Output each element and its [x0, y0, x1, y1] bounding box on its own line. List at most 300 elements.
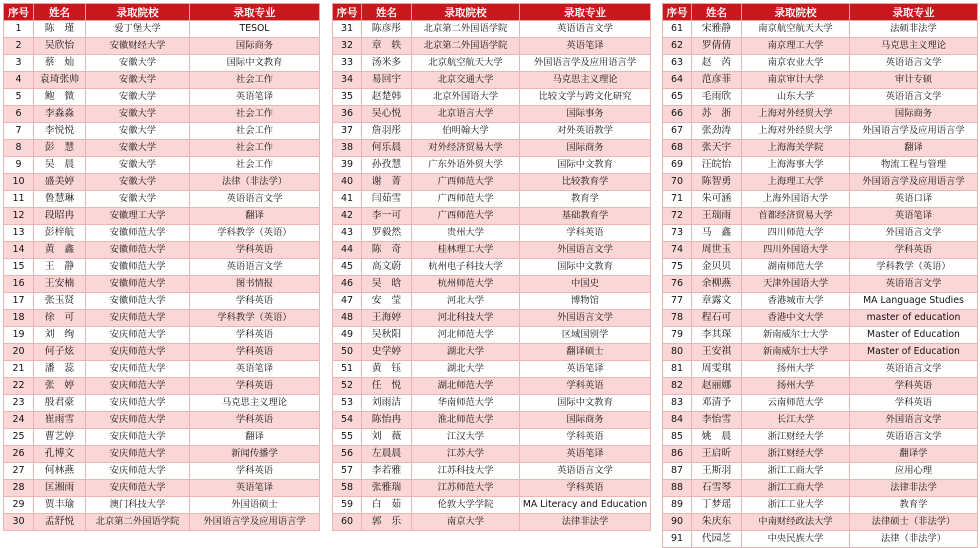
header-name: 姓名 — [692, 4, 742, 21]
cell-school: 北京外国语大学 — [412, 89, 520, 106]
cell-name: 苏 浙 — [692, 106, 742, 123]
cell-school: 安徽师范大学 — [86, 242, 190, 259]
table-row — [333, 140, 651, 157]
cell-major: 比较文学与跨文化研究 — [520, 89, 651, 106]
cell-index: 30 — [4, 514, 34, 531]
cell-name: 李若雅 — [362, 463, 412, 480]
cell-school: 香港中文大学 — [742, 310, 850, 327]
cell-index: 12 — [4, 208, 34, 225]
cell-name: 吴心悦 — [362, 106, 412, 123]
table-row — [663, 38, 978, 55]
cell-school: 安徽师范大学 — [86, 225, 190, 242]
cell-name: 王海婷 — [362, 310, 412, 327]
cell-name: 王安祺 — [692, 344, 742, 361]
table-row — [663, 106, 978, 123]
cell-school: 扬州大学 — [742, 378, 850, 395]
table-row — [333, 497, 651, 514]
cell-index: 60 — [333, 514, 362, 531]
cell-name: 安 莹 — [362, 293, 412, 310]
cell-index: 56 — [333, 446, 362, 463]
table-row — [663, 55, 978, 72]
cell-name: 鲁慧琳 — [34, 191, 86, 208]
cell-index: 31 — [333, 21, 362, 38]
table-row — [663, 174, 978, 191]
table-row — [333, 225, 651, 242]
cell-index: 54 — [333, 412, 362, 429]
table-row — [663, 429, 978, 446]
cell-school: 华南师范大学 — [412, 395, 520, 412]
cell-index: 69 — [663, 157, 692, 174]
table-row — [333, 293, 651, 310]
cell-school: 安庆师范大学 — [86, 344, 190, 361]
cell-school: 广西师范大学 — [412, 191, 520, 208]
cell-major: 学科英语 — [190, 463, 320, 480]
table-row — [4, 140, 320, 157]
cell-school: 河北大学 — [412, 293, 520, 310]
cell-index: 57 — [333, 463, 362, 480]
cell-name: 石雪琴 — [692, 480, 742, 497]
cell-name: 张 婷 — [34, 378, 86, 395]
table-row — [333, 310, 651, 327]
table-row — [333, 208, 651, 225]
table-row — [663, 361, 978, 378]
cell-index: 21 — [4, 361, 34, 378]
table-row — [4, 429, 320, 446]
table-row — [333, 123, 651, 140]
cell-school: 香港城市大学 — [742, 293, 850, 310]
table-row — [333, 480, 651, 497]
cell-major: 比较教育学 — [520, 174, 651, 191]
cell-major: 英语语言文学 — [520, 463, 651, 480]
table-row — [663, 225, 978, 242]
cell-major: 国际中文教育 — [190, 55, 320, 72]
cell-major: 外国语言文学 — [520, 242, 651, 259]
cell-school: 天津外国语大学 — [742, 276, 850, 293]
cell-name: 盛美婷 — [34, 174, 86, 191]
cell-index: 36 — [333, 106, 362, 123]
cell-major: 英语语言文学 — [850, 89, 978, 106]
cell-index: 7 — [4, 123, 34, 140]
header-school: 录取院校 — [742, 4, 850, 21]
table-row — [663, 514, 978, 531]
cell-school: 安庆师范大学 — [86, 327, 190, 344]
cell-name: 李淼淼 — [34, 106, 86, 123]
cell-name: 刘 绚 — [34, 327, 86, 344]
cell-index: 38 — [333, 140, 362, 157]
table-row — [333, 344, 651, 361]
table-row — [663, 293, 978, 310]
cell-school: 湖南师范大学 — [742, 259, 850, 276]
cell-school: 安徽大学 — [86, 106, 190, 123]
cell-name: 金贝贝 — [692, 259, 742, 276]
header-name: 姓名 — [362, 4, 412, 21]
cell-name: 彭 慧 — [34, 140, 86, 157]
cell-school: 江苏师范大学 — [412, 480, 520, 497]
cell-major: 学科英语 — [520, 429, 651, 446]
cell-name: 姚 晨 — [692, 429, 742, 446]
table-row — [333, 55, 651, 72]
cell-major: 基础教育学 — [520, 208, 651, 225]
cell-index: 32 — [333, 38, 362, 55]
cell-index: 90 — [663, 514, 692, 531]
cell-major: 英语语言文学 — [850, 55, 978, 72]
cell-school: 安庆师范大学 — [86, 463, 190, 480]
cell-school: 伯明翰大学 — [412, 123, 520, 140]
cell-major: 教育学 — [520, 191, 651, 208]
cell-major: 新闻传播学 — [190, 446, 320, 463]
cell-index: 41 — [333, 191, 362, 208]
cell-major: 图书情报 — [190, 276, 320, 293]
table-row — [663, 259, 978, 276]
table-row — [4, 157, 320, 174]
table-row — [4, 395, 320, 412]
cell-major: 外国语硕士 — [190, 497, 320, 514]
cell-major: 英语笔译 — [190, 480, 320, 497]
cell-name: 罗毅然 — [362, 225, 412, 242]
cell-major: 英语语言文学 — [850, 361, 978, 378]
table-row — [663, 310, 978, 327]
cell-index: 19 — [4, 327, 34, 344]
cell-major: 外国语言学及应用语言学 — [850, 174, 978, 191]
cell-school: 四川外国语大学 — [742, 242, 850, 259]
cell-major: 英语笔译 — [190, 89, 320, 106]
cell-index: 87 — [663, 463, 692, 480]
cell-index: 76 — [663, 276, 692, 293]
cell-major: MA Literacy and Education — [520, 497, 651, 514]
cell-name: 张劲涛 — [692, 123, 742, 140]
cell-major: 博物馆 — [520, 293, 651, 310]
cell-index: 34 — [333, 72, 362, 89]
cell-major: 国际中文教育 — [520, 157, 651, 174]
cell-major: 国际商务 — [190, 38, 320, 55]
cell-index: 74 — [663, 242, 692, 259]
cell-major: 国际商务 — [520, 412, 651, 429]
cell-index: 62 — [663, 38, 692, 55]
cell-name: 何子炫 — [34, 344, 86, 361]
cell-index: 51 — [333, 361, 362, 378]
table-row — [663, 463, 978, 480]
cell-school: 澳门科技大学 — [86, 497, 190, 514]
cell-name: 王瑞雨 — [692, 208, 742, 225]
cell-school: 浙江工商大学 — [742, 463, 850, 480]
table-row — [333, 446, 651, 463]
cell-major: 英语语言文学 — [190, 191, 320, 208]
cell-school: 安庆师范大学 — [86, 361, 190, 378]
cell-major: 马克思主义理论 — [850, 38, 978, 55]
cell-school: 贵州大学 — [412, 225, 520, 242]
cell-index: 59 — [333, 497, 362, 514]
cell-name: 赵丽娜 — [692, 378, 742, 395]
cell-school: 江苏大学 — [412, 446, 520, 463]
table-row — [663, 21, 978, 38]
cell-school: 新南威尔士大学 — [742, 344, 850, 361]
header-major: 录取专业 — [520, 4, 651, 21]
cell-school: 伦敦大学学院 — [412, 497, 520, 514]
cell-index: 49 — [333, 327, 362, 344]
table-row — [333, 429, 651, 446]
cell-name: 李一可 — [362, 208, 412, 225]
cell-major: 物流工程与管理 — [850, 157, 978, 174]
cell-major: 国际中文教育 — [520, 259, 651, 276]
table-row — [333, 157, 651, 174]
cell-name: 朱庆东 — [692, 514, 742, 531]
cell-major: 马克思主义理论 — [520, 72, 651, 89]
table-row — [663, 344, 978, 361]
cell-major: 中国史 — [520, 276, 651, 293]
cell-major: 英语语言文学 — [850, 276, 978, 293]
cell-index: 33 — [333, 55, 362, 72]
cell-major: 区域国别学 — [520, 327, 651, 344]
cell-school: 长江大学 — [742, 412, 850, 429]
cell-major: 学科英语 — [850, 395, 978, 412]
table-row — [333, 259, 651, 276]
table-row — [4, 327, 320, 344]
cell-major: 学科英语 — [190, 378, 320, 395]
cell-school: 浙江工商大学 — [742, 480, 850, 497]
table-row — [4, 446, 320, 463]
cell-name: 章 轶 — [362, 38, 412, 55]
table-row — [663, 140, 978, 157]
cell-name: 范彦菲 — [692, 72, 742, 89]
cell-major: 审计专硕 — [850, 72, 978, 89]
header-index: 序号 — [663, 4, 692, 21]
table-row — [4, 55, 320, 72]
table-header-row — [333, 4, 651, 21]
table-row — [663, 208, 978, 225]
table-row — [4, 259, 320, 276]
cell-school: 安徽大学 — [86, 157, 190, 174]
cell-index: 66 — [663, 106, 692, 123]
cell-major: 英语语言文学 — [850, 429, 978, 446]
table-row — [4, 106, 320, 123]
cell-name: 刘雨洁 — [362, 395, 412, 412]
cell-name: 孙孜慧 — [362, 157, 412, 174]
cell-school: 南京审计大学 — [742, 72, 850, 89]
table-row — [663, 191, 978, 208]
cell-index: 40 — [333, 174, 362, 191]
cell-major: 外国语言文学 — [850, 225, 978, 242]
cell-major: 学科英语 — [190, 293, 320, 310]
cell-major: 学科英语 — [850, 242, 978, 259]
cell-name: 章露文 — [692, 293, 742, 310]
table-row — [333, 395, 651, 412]
admissions-table-3 — [662, 3, 978, 548]
cell-index: 29 — [4, 497, 34, 514]
cell-major: master of education — [850, 310, 978, 327]
cell-index: 5 — [4, 89, 34, 106]
cell-index: 89 — [663, 497, 692, 514]
table-row — [4, 480, 320, 497]
cell-name: 周雯琪 — [692, 361, 742, 378]
cell-school: 安庆师范大学 — [86, 412, 190, 429]
header-index: 序号 — [4, 4, 34, 21]
cell-index: 2 — [4, 38, 34, 55]
cell-school: 上海对外经贸大学 — [742, 106, 850, 123]
table-row — [4, 344, 320, 361]
cell-name: 徐 可 — [34, 310, 86, 327]
cell-name: 贾丰瑜 — [34, 497, 86, 514]
table-row — [333, 378, 651, 395]
cell-index: 81 — [663, 361, 692, 378]
cell-name: 黄 钰 — [362, 361, 412, 378]
cell-major: 国际商务 — [520, 140, 651, 157]
cell-name: 赵楚韩 — [362, 89, 412, 106]
cell-school: 桂林理工大学 — [412, 242, 520, 259]
cell-school: 北京第二外国语学院 — [412, 21, 520, 38]
cell-name: 王斯羽 — [692, 463, 742, 480]
cell-school: 浙江工业大学 — [742, 497, 850, 514]
cell-major: 法律（非法学） — [190, 174, 320, 191]
cell-school: 南京航空航天大学 — [742, 21, 850, 38]
cell-name: 陈彦彤 — [362, 21, 412, 38]
cell-major: 社会工作 — [190, 123, 320, 140]
table-row — [663, 72, 978, 89]
cell-index: 44 — [333, 242, 362, 259]
table-row — [333, 361, 651, 378]
cell-index: 78 — [663, 310, 692, 327]
table-row — [333, 38, 651, 55]
table-row — [663, 89, 978, 106]
cell-major: 英语口译 — [850, 191, 978, 208]
cell-name: 朱可涵 — [692, 191, 742, 208]
cell-index: 68 — [663, 140, 692, 157]
cell-name: 李怡雪 — [692, 412, 742, 429]
cell-index: 4 — [4, 72, 34, 89]
cell-name: 潘 蕊 — [34, 361, 86, 378]
table-row — [4, 497, 320, 514]
cell-name: 吴 晗 — [362, 276, 412, 293]
header-school: 录取院校 — [86, 4, 190, 21]
cell-name: 彭梓航 — [34, 225, 86, 242]
cell-index: 35 — [333, 89, 362, 106]
cell-index: 23 — [4, 395, 34, 412]
cell-name: 汤米多 — [362, 55, 412, 72]
cell-school: 南京理工大学 — [742, 38, 850, 55]
cell-index: 47 — [333, 293, 362, 310]
cell-major: 外国语言学及应用语言学 — [520, 55, 651, 72]
cell-major: 国际事务 — [520, 106, 651, 123]
cell-index: 6 — [4, 106, 34, 123]
cell-name: 毛雨欣 — [692, 89, 742, 106]
cell-school: 北京交通大学 — [412, 72, 520, 89]
cell-school: 山东大学 — [742, 89, 850, 106]
cell-name: 李悦悦 — [34, 123, 86, 140]
cell-index: 52 — [333, 378, 362, 395]
cell-major: 法律非法学 — [850, 480, 978, 497]
cell-school: 安徽大学 — [86, 72, 190, 89]
cell-index: 28 — [4, 480, 34, 497]
cell-index: 79 — [663, 327, 692, 344]
table-row — [333, 242, 651, 259]
table-header-row — [4, 4, 320, 21]
cell-major: Master of Education — [850, 344, 978, 361]
cell-school: 新南威尔士大学 — [742, 327, 850, 344]
cell-index: 20 — [4, 344, 34, 361]
cell-name: 任 悦 — [362, 378, 412, 395]
cell-index: 27 — [4, 463, 34, 480]
cell-school: 南京大学 — [412, 514, 520, 531]
cell-major: 法律硕士（非法学） — [850, 514, 978, 531]
cell-major: 英语语言文学 — [190, 259, 320, 276]
cell-index: 71 — [663, 191, 692, 208]
cell-name: 袁琦张帅 — [34, 72, 86, 89]
cell-name: 闫茹雪 — [362, 191, 412, 208]
cell-index: 61 — [663, 21, 692, 38]
cell-major: 学科英语 — [190, 242, 320, 259]
cell-major: TESOL — [190, 21, 320, 38]
cell-major: 英语笔译 — [520, 38, 651, 55]
table-row — [4, 463, 320, 480]
cell-name: 何乐晨 — [362, 140, 412, 157]
cell-name: 易回宇 — [362, 72, 412, 89]
table-row — [663, 276, 978, 293]
cell-name: 刘 薇 — [362, 429, 412, 446]
cell-index: 53 — [333, 395, 362, 412]
cell-name: 白 茹 — [362, 497, 412, 514]
cell-name: 张雅瑞 — [362, 480, 412, 497]
table-row — [333, 463, 651, 480]
cell-school: 上海对外经贸大学 — [742, 123, 850, 140]
cell-index: 63 — [663, 55, 692, 72]
table-row — [663, 123, 978, 140]
cell-index: 72 — [663, 208, 692, 225]
cell-major: 法律（非法学） — [850, 531, 978, 548]
cell-name: 高文蔚 — [362, 259, 412, 276]
cell-school: 扬州大学 — [742, 361, 850, 378]
cell-name: 吴秋阳 — [362, 327, 412, 344]
cell-school: 云南师范大学 — [742, 395, 850, 412]
cell-major: MA Language Studies — [850, 293, 978, 310]
cell-index: 58 — [333, 480, 362, 497]
cell-index: 45 — [333, 259, 362, 276]
cell-name: 王启昕 — [692, 446, 742, 463]
cell-name: 汪皖怡 — [692, 157, 742, 174]
cell-index: 50 — [333, 344, 362, 361]
cell-name: 段昭冉 — [34, 208, 86, 225]
cell-name: 曹艺婷 — [34, 429, 86, 446]
cell-school: 安庆师范大学 — [86, 378, 190, 395]
cell-index: 75 — [663, 259, 692, 276]
cell-name: 谢 菁 — [362, 174, 412, 191]
cell-index: 9 — [4, 157, 34, 174]
table-row — [333, 514, 651, 531]
cell-index: 13 — [4, 225, 34, 242]
table-row — [4, 21, 320, 38]
cell-school: 爱丁堡大学 — [86, 21, 190, 38]
cell-name: 何林燕 — [34, 463, 86, 480]
cell-school: 江苏科技大学 — [412, 463, 520, 480]
cell-major: 社会工作 — [190, 72, 320, 89]
header-major: 录取专业 — [190, 4, 320, 21]
cell-index: 17 — [4, 293, 34, 310]
cell-index: 88 — [663, 480, 692, 497]
table-row — [663, 412, 978, 429]
cell-school: 安庆师范大学 — [86, 429, 190, 446]
table-row — [4, 225, 320, 242]
table-row — [663, 327, 978, 344]
cell-index: 37 — [333, 123, 362, 140]
cell-school: 上海海关学院 — [742, 140, 850, 157]
cell-major: 英语笔译 — [850, 208, 978, 225]
cell-index: 43 — [333, 225, 362, 242]
cell-name: 赵 芮 — [692, 55, 742, 72]
cell-school: 安徽财经大学 — [86, 38, 190, 55]
cell-name: 蔡 灿 — [34, 55, 86, 72]
cell-school: 安徽大学 — [86, 123, 190, 140]
cell-index: 16 — [4, 276, 34, 293]
cell-school: 安徽大学 — [86, 89, 190, 106]
cell-school: 安徽大学 — [86, 191, 190, 208]
